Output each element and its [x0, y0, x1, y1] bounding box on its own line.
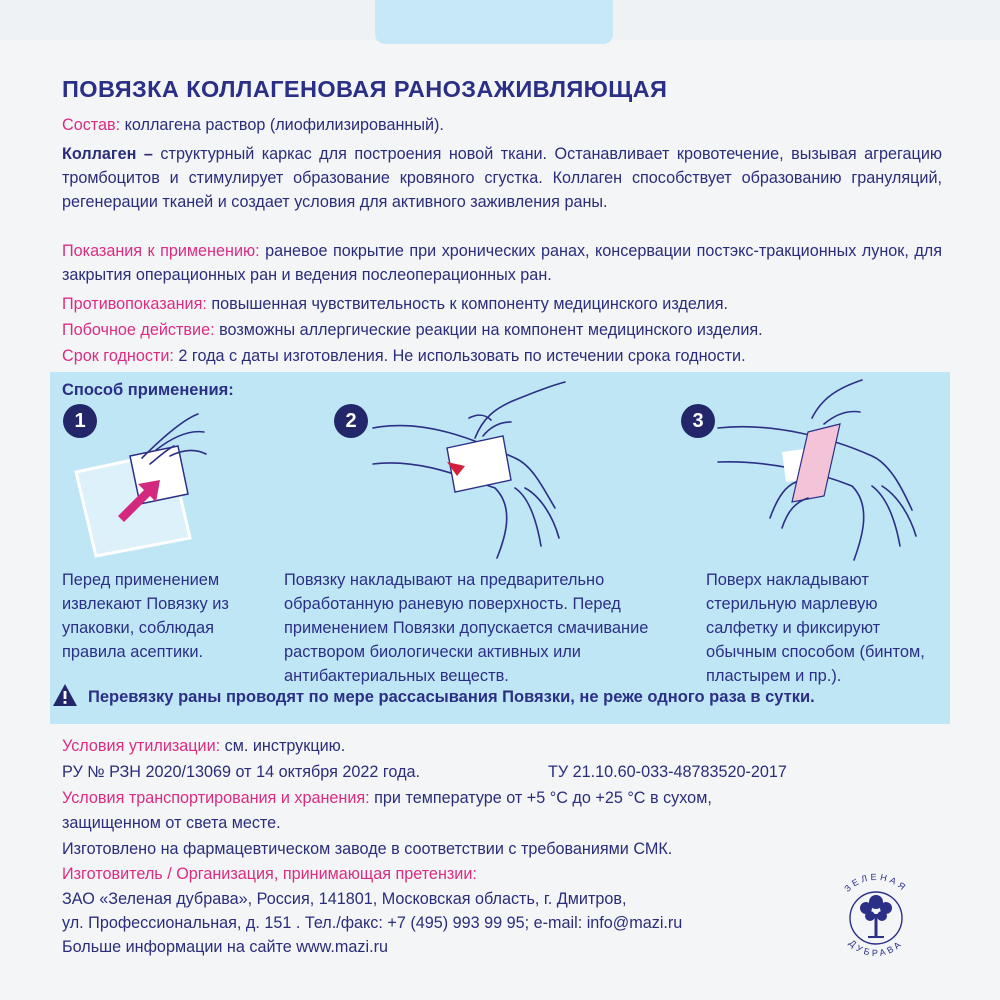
manufactured-note: Изготовлено на фармацевтическом заводе в соответствии с требованиями СМК.: [62, 840, 673, 858]
step-2-number: 2: [334, 404, 368, 438]
shelf-life-label: Срок годности:: [62, 347, 174, 365]
collagen-description: [62, 143, 942, 214]
step-2-text: Повязку накладывают на предварительно обработанную раневую поверхность. Перед применением Повязки допускается смачивание раствором биологически активных или антибактериальных веществ.: [284, 571, 649, 685]
manufacturer-address: ЗАО «Зеленая дубрава», Россия, 141801, Московская область, г. Дмитров,: [62, 890, 627, 908]
manufacturer-contacts: ул. Профессиональная, д. 151 . Тел./факс: +7 (495) 993 99 95; e-mail: info@mazi.ru: [62, 914, 683, 932]
collagen-label: Коллаген –: [62, 145, 153, 163]
product-title: ПОВЯЗКА КОЛЛАГЕНОВАЯ РАНОЗАЖИВЛЯЮЩАЯ: [62, 76, 668, 102]
step-1-number: 1: [63, 404, 97, 438]
storage: [62, 789, 712, 808]
composition-text: коллагена раствор (лиофилизированный).: [120, 116, 444, 134]
side-effects: [62, 321, 763, 340]
shelf-life-text: 2 года с даты изготовления. Не использовать по истечении срока годности.: [173, 347, 746, 365]
disposal-text: см. инструкцию.: [220, 737, 346, 755]
manufacturer-website: Больше информации на сайте www.mazi.ru: [62, 938, 388, 956]
contraindications-text: повышенная чувствительность к компоненту медицинского изделия.: [206, 295, 729, 313]
usage-title: Способ применения:: [62, 381, 234, 399]
step-3-number: 3: [681, 404, 715, 438]
shelf-life: [62, 347, 746, 366]
svg-text:ДУБРАВА: [847, 938, 905, 958]
disposal: [62, 737, 345, 756]
indications: [62, 240, 942, 288]
step-1-illustration: [70, 410, 220, 560]
step-2-illustration: [365, 378, 585, 568]
storage-text-2: защищенном от света месте.: [62, 814, 281, 832]
contraindications: [62, 295, 728, 314]
collagen-text: структурный каркас для построения новой ткани. Останавливает кровотечение, вызывая агрегацию тромбоцитов и стимулирует образование кровяного сгустка. Коллаген способствует образованию грануляций, регенерации тканей и создает условия для активного заживления раны.: [62, 145, 942, 211]
storage-label: Условия транспортирования и хранения:: [62, 789, 370, 807]
warning-icon: [52, 683, 78, 707]
usage-warning: Перевязку раны проводят по мере рассасывания Повязки, не реже одного раза в сутки.: [88, 688, 815, 706]
storage-text: при температуре от +5 °С до +25 °С в сухом,: [369, 789, 712, 807]
side-effects-label: Побочное действие:: [62, 321, 215, 339]
disposal-label: Условия утилизации:: [62, 737, 221, 755]
step-3-text: Поверх накладывают стерильную марлевую салфетку и фиксируют обычным способом (бинтом, пластырем и пр.).: [706, 571, 925, 685]
logo-bottom-text: ДУБРАВА: [847, 937, 905, 959]
side-effects-text: возможны аллергические реакции на компонент медицинского изделия.: [214, 321, 763, 339]
composition: [62, 116, 444, 135]
svg-text:ЗЕЛЕНАЯ: [842, 872, 909, 894]
logo-top-text: ЗЕЛЕНАЯ: [842, 871, 910, 894]
registration-tu: ТУ 21.10.60-033-48783520-2017: [548, 763, 787, 781]
registration-ru: РУ № РЗН 2020/13069 от 14 октября 2022 года.: [62, 763, 421, 781]
indications-label: Показания к применению:: [62, 242, 260, 260]
zelenaya-dubrava-logo: [826, 868, 926, 968]
step-1-text: Перед применением извлекают Повязку из упаковки, соблюдая правила асептики.: [62, 571, 229, 661]
composition-label: Состав:: [62, 116, 121, 134]
indications-text: раневое покрытие при хронических ранах, консервации постэкс-тракционных лунок, для закрытия операционных ран и ведения послеоперационных ран.: [62, 242, 942, 284]
step-3-illustration: [712, 378, 942, 568]
contraindications-label: Противопоказания:: [62, 295, 207, 313]
top-tab-decoration: [375, 0, 613, 44]
manufacturer-label: Изготовитель / Организация, принимающая претензии:: [62, 865, 477, 883]
